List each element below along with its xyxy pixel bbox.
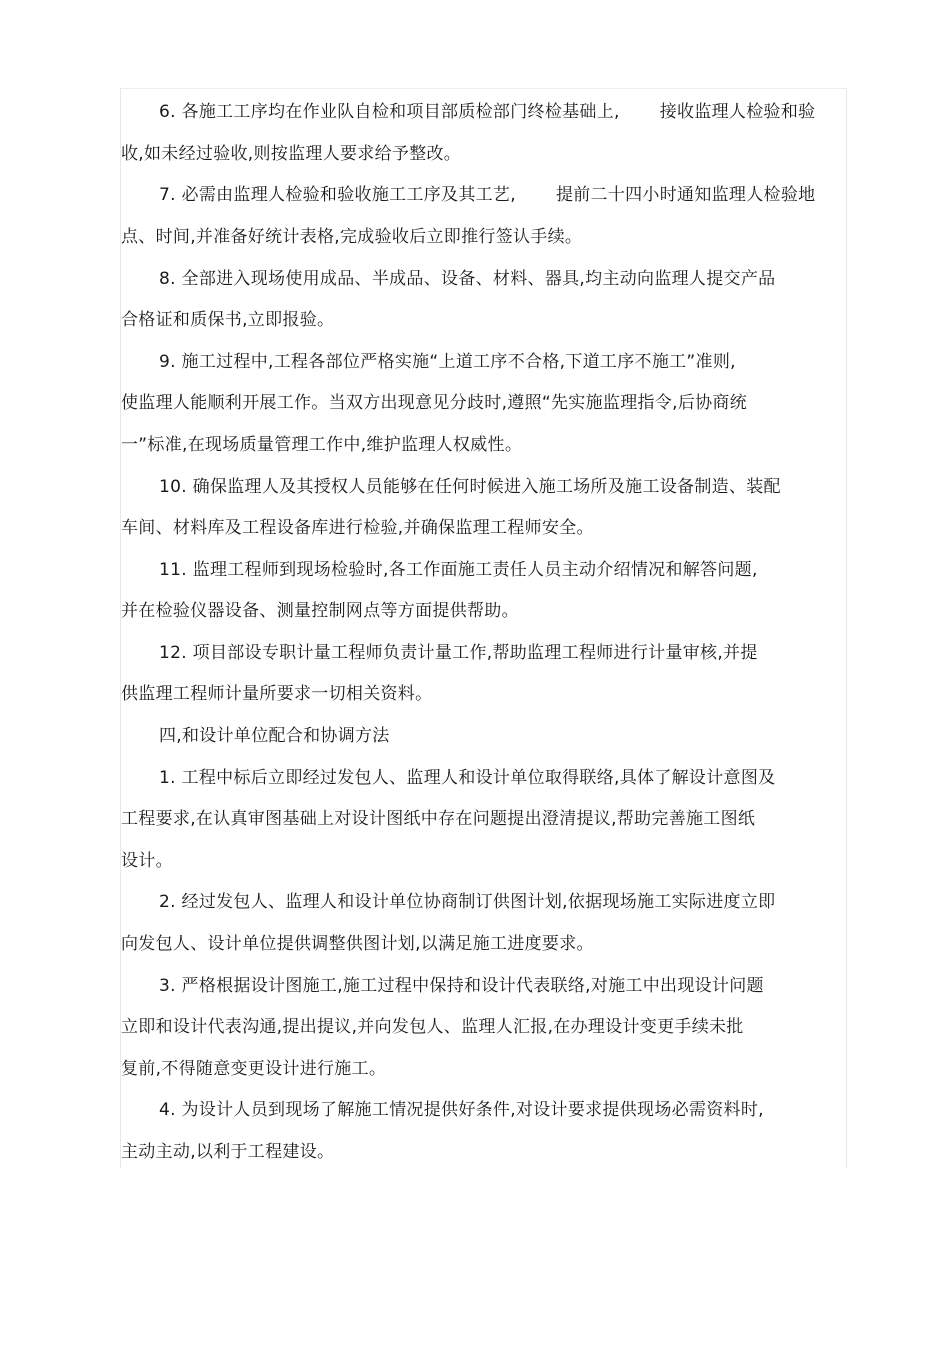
para-11-line-1: 11. 监理工程师到现场检验时,各工作面施工责任人员主动介绍情况和解答问题,: [159, 560, 758, 580]
para-6-line-1: [121, 99, 846, 125]
item-1-line-3: 设计。: [121, 851, 173, 871]
para-7-line-1: [121, 182, 846, 208]
item-3-line-2: 立即和设计代表沟通,提出提议,并向发包人、监理人汇报,在办理设计变更手续未批: [121, 1017, 744, 1037]
para-7-line-2: 点、时间,并准备好统计表格,完成验收后立即推行签认手续。: [121, 227, 583, 247]
para-8-line-2: 合格证和质保书,立即报验。: [121, 310, 335, 330]
section-heading-design-coordination: 四,和设计单位配合和协调方法: [159, 726, 390, 746]
para-6-text-a: 6. 各施工工序均在作业队自检和项目部质检部门终检基础上,: [159, 102, 620, 122]
para-11-line-2: 并在检验仪器设备、测量控制网点等方面提供帮助。: [121, 601, 519, 621]
item-3-line-1: 3. 严格根据设计图施工,施工过程中保持和设计代表联络,对施工中出现设计问题: [159, 976, 764, 996]
para-10-line-1: 10. 确保监理人及其授权人员能够在任何时候进入施工场所及施工设备制造、装配: [159, 477, 781, 497]
para-8-line-1: 8. 全部进入现场使用成品、半成品、设备、材料、器具,均主动向监理人提交产品: [159, 269, 776, 289]
para-6-text-b: 接收监理人检验和验: [659, 102, 816, 122]
item-1-line-2: 工程要求,在认真审图基础上对设计图纸中存在问题提出澄清提议,帮助完善施工图纸: [121, 809, 756, 829]
para-7-text-b: 提前二十四小时通知监理人检验地: [555, 185, 816, 205]
para-12-line-1: 12. 项目部设专职计量工程师负责计量工作,帮助监理工程师进行计量审核,并提: [159, 643, 758, 663]
para-9-line-1: 9. 施工过程中,工程各部位严格实施“上道工序不合格,下道工序不施工”准则,: [159, 352, 736, 372]
para-10-line-2: 车间、材料库及工程设备库进行检验,并确保监理工程师安全。: [121, 518, 594, 538]
para-6-line-2: 收,如未经过验收,则按监理人要求给予整改。: [121, 144, 462, 164]
para-7-text-a: 7. 必需由监理人检验和验收施工工序及其工艺,: [159, 185, 516, 205]
item-1-line-1: 1. 工程中标后立即经过发包人、监理人和设计单位取得联络,具体了解设计意图及: [159, 768, 776, 788]
item-4-line-1: 4. 为设计人员到现场了解施工情况提供好条件,对设计要求提供现场必需资料时,: [159, 1100, 764, 1120]
item-3-line-3: 复前,不得随意变更设计进行施工。: [121, 1059, 387, 1079]
item-4-line-2: 主动主动,以利于工程建设。: [121, 1142, 335, 1162]
para-12-line-2: 供监理工程师计量所要求一切相关资料。: [121, 684, 433, 704]
para-9-line-3: 一”标准,在现场质量管理工作中,维护监理人权威性。: [121, 435, 523, 455]
item-2-line-1: 2. 经过发包人、监理人和设计单位协商制订供图计划,依据现场施工实际进度立即: [159, 892, 776, 912]
para-9-line-2: 使监理人能顺利开展工作。当双方出现意见分歧时,遵照“先实施监理指令,后协商统: [121, 393, 748, 413]
item-2-line-2: 向发包人、设计单位提供调整供图计划,以满足施工进度要求。: [121, 934, 594, 954]
page-frame: [120, 88, 847, 1168]
